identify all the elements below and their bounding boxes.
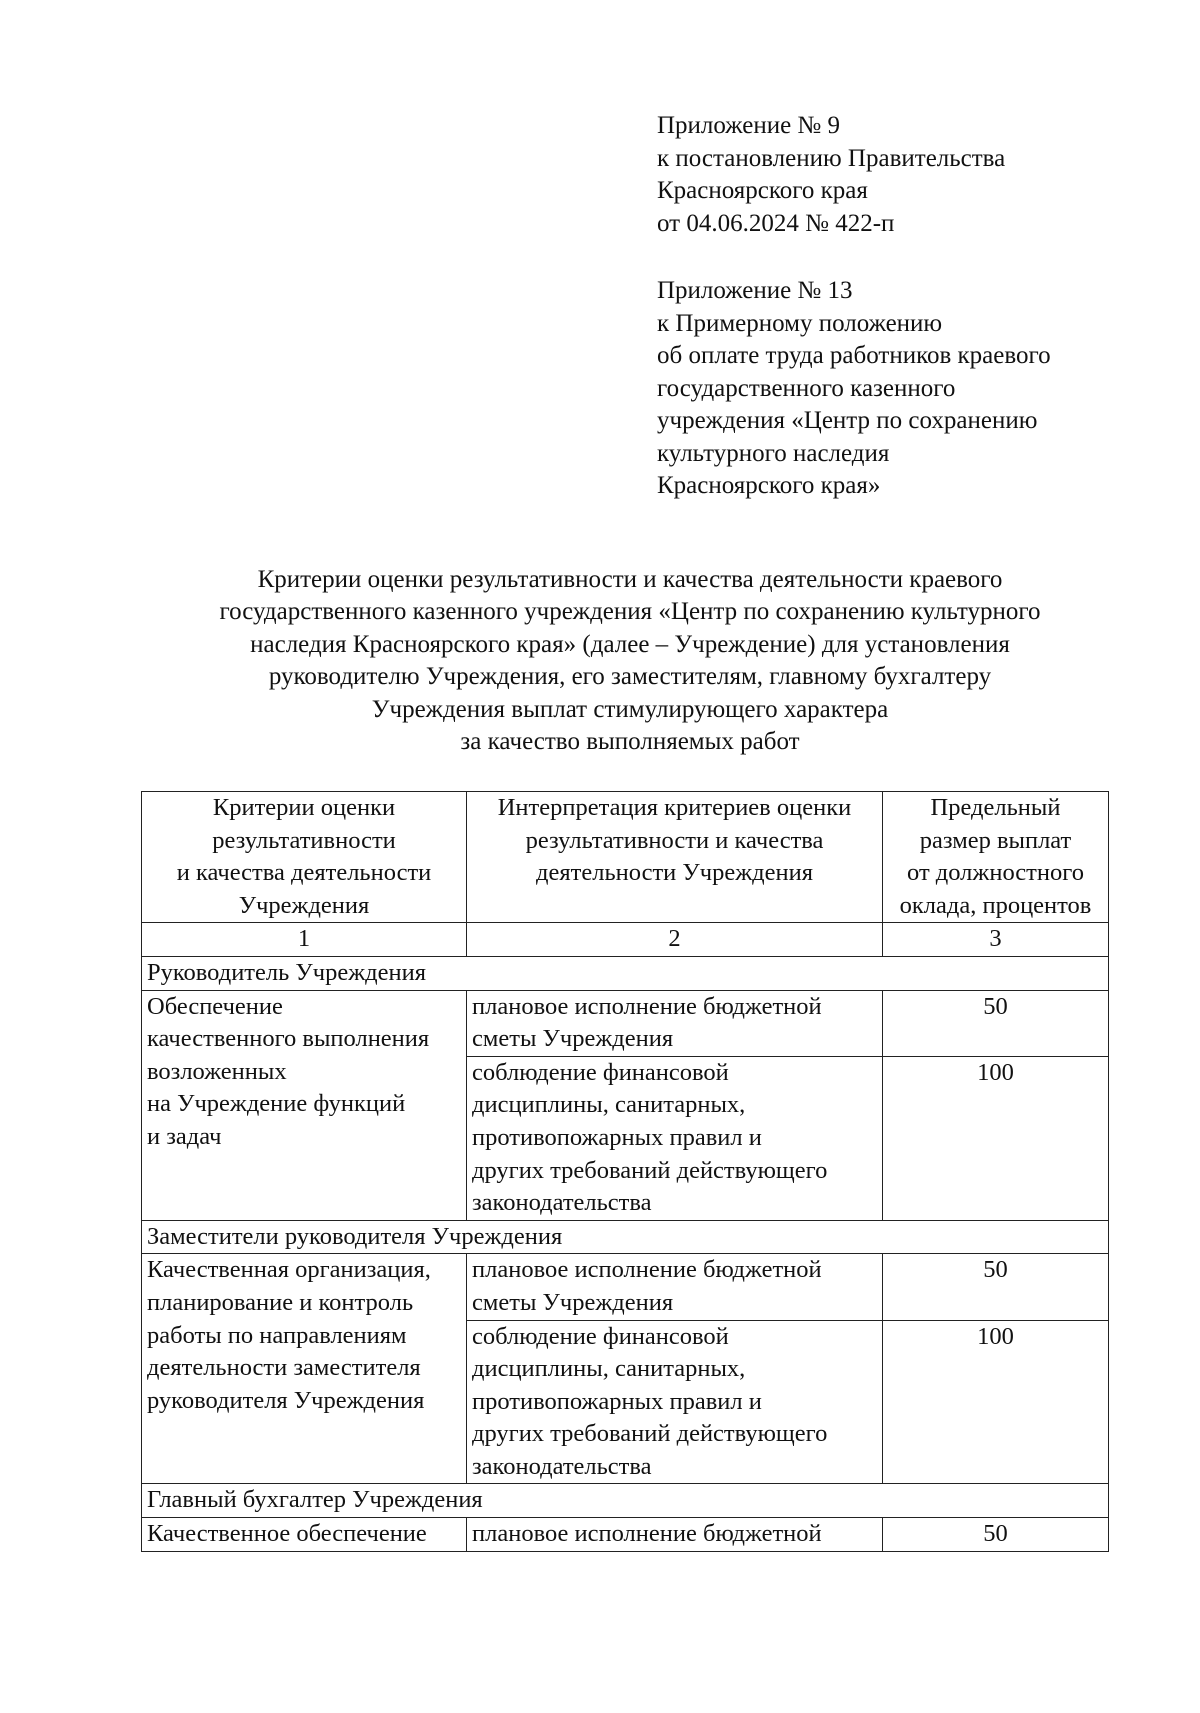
interpretation-line: соблюдение финансовой xyxy=(472,1322,729,1350)
value-cell: 50 xyxy=(883,1518,1109,1552)
header-line: результативности и качества xyxy=(525,826,824,854)
interpretation-line: противопожарных правил и xyxy=(472,1387,762,1415)
value-cell: 100 xyxy=(883,1056,1109,1220)
section-title: Главный бухгалтер Учреждения xyxy=(142,1484,1109,1518)
interpretation-cell xyxy=(467,1320,883,1484)
title-line: за качество выполняемых работ xyxy=(460,728,800,756)
column-number: 1 xyxy=(142,923,467,957)
appendix-13-line: Приложение № 13 xyxy=(657,277,853,304)
header-line: от должностного xyxy=(907,859,1084,887)
appendix-13-line: государственного казенного xyxy=(657,374,956,402)
header-line: Учреждения xyxy=(238,891,370,919)
title-line: Учреждения выплат стимулирующего характера xyxy=(371,695,889,723)
criterion-line: возложенных xyxy=(147,1057,287,1085)
interpretation-line: плановое исполнение бюджетной xyxy=(472,1256,822,1284)
header-criteria xyxy=(142,792,467,923)
header-interpretation xyxy=(467,792,883,923)
appendix-13-block xyxy=(657,275,1051,503)
table-row xyxy=(142,990,1109,1056)
interpretation-line: законодательства xyxy=(472,1452,652,1480)
interpretation-line: плановое исполнение бюджетной xyxy=(472,992,822,1020)
header-line: оклада, процентов xyxy=(899,891,1092,919)
section-row xyxy=(142,956,1109,990)
column-number: 3 xyxy=(883,923,1109,957)
interpretation-line: других требований действующего xyxy=(472,1156,828,1184)
criterion-line: работы по направлениям xyxy=(147,1321,407,1349)
criterion-line: на Учреждение функций xyxy=(147,1090,406,1118)
appendix-13-line: учреждения «Центр по сохранению xyxy=(657,407,1038,434)
interpretation-line: плановое исполнение бюджетной xyxy=(472,1520,822,1548)
header-line: и качества деятельности xyxy=(176,859,432,887)
title-line: руководителю Учреждения, его заместителям, главному бухгалтеру xyxy=(268,663,992,691)
section-row xyxy=(142,1484,1109,1518)
appendix-9-line: от 04.06.2024 № 422-п xyxy=(657,209,895,237)
value-cell: 100 xyxy=(883,1320,1109,1484)
criterion-line: качественного выполнения xyxy=(147,1025,430,1053)
interpretation-cell xyxy=(467,1056,883,1220)
appendix-9-line: Красноярского края xyxy=(657,177,868,204)
criterion-cell xyxy=(142,1518,467,1552)
title-line: наследия Красноярского края» (далее – Учреждение) для установления xyxy=(250,630,1010,658)
appendix-13-line: Красноярского края» xyxy=(657,472,881,499)
criterion-line: деятельности заместителя xyxy=(147,1354,421,1382)
interpretation-line: сметы Учреждения xyxy=(472,1025,674,1053)
appendix-9-block xyxy=(657,110,1005,240)
header-row xyxy=(142,792,1109,923)
section-row xyxy=(142,1220,1109,1254)
interpretation-cell xyxy=(467,1518,883,1552)
criterion-line: Обеспечение xyxy=(147,992,283,1020)
criterion-line: Качественная организация, xyxy=(147,1256,431,1284)
appendix-13-line: к Примерному положению xyxy=(657,309,943,337)
interpretation-line: дисциплины, санитарных, xyxy=(472,1091,746,1119)
appendix-13-line: культурного наследия xyxy=(657,439,890,467)
appendix-9-line: Приложение № 9 xyxy=(657,112,841,139)
header-line: Предельный xyxy=(930,794,1061,821)
section-title: Заместители руководителя Учреждения xyxy=(142,1220,1109,1254)
criterion-line: Качественное обеспечение xyxy=(147,1520,427,1548)
interpretation-line: сметы Учреждения xyxy=(472,1288,674,1316)
interpretation-line: других требований действующего xyxy=(472,1420,828,1448)
interpretation-line: законодательства xyxy=(472,1189,652,1217)
appendix-9-line: к постановлению Правительства xyxy=(657,144,1006,172)
table-row xyxy=(142,1518,1109,1552)
criterion-cell xyxy=(142,1254,467,1484)
interpretation-cell xyxy=(467,990,883,1056)
header-line: результативности xyxy=(212,826,396,854)
column-number: 2 xyxy=(467,923,883,957)
value-cell: 50 xyxy=(883,990,1109,1056)
appendix-13-line: об оплате труда работников краевого xyxy=(657,342,1051,369)
column-number-row xyxy=(142,923,1109,957)
criteria-table xyxy=(141,791,1109,1552)
document-title xyxy=(80,564,1180,758)
interpretation-line: соблюдение финансовой xyxy=(472,1058,729,1086)
interpretation-cell xyxy=(467,1254,883,1320)
interpretation-line: дисциплины, санитарных, xyxy=(472,1355,746,1383)
title-line: Критерии оценки результативности и качества деятельности краевого xyxy=(257,566,1003,593)
header-max-payment xyxy=(883,792,1109,923)
value-cell: 50 xyxy=(883,1254,1109,1320)
title-line: государственного казенного учреждения «Центр по сохранению культурного xyxy=(219,598,1041,626)
header-line: деятельности Учреждения xyxy=(536,859,813,887)
criterion-line: руководителя Учреждения xyxy=(147,1386,425,1414)
criterion-line: планирование и контроль xyxy=(147,1288,414,1316)
header-line: размер выплат xyxy=(919,826,1072,854)
table-row xyxy=(142,1254,1109,1320)
criterion-cell xyxy=(142,990,467,1220)
criterion-line: и задач xyxy=(147,1122,222,1150)
header-line: Интерпретация критериев оценки xyxy=(497,794,852,821)
section-title: Руководитель Учреждения xyxy=(142,956,1109,990)
interpretation-line: противопожарных правил и xyxy=(472,1123,762,1151)
header-line: Критерии оценки xyxy=(212,794,396,821)
